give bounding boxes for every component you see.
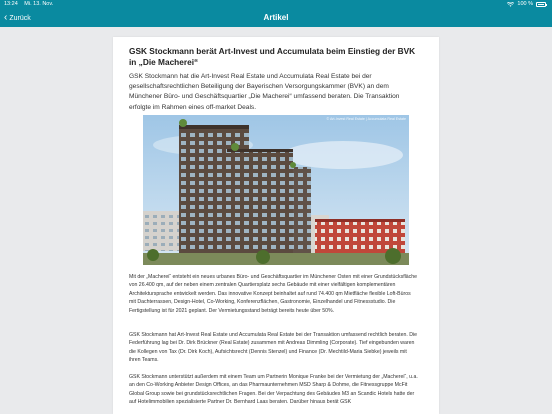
- battery-icon: [536, 2, 546, 7]
- article-paragraph: Mit der „Macherei“ entsteht ein neues urbanes Büro- und Geschäftsquartier im Münchener Osten mit einer Grundstücksfläche von 26.400 qm, auf der neben einem zentralen Quartiersplatz sechs Gebäude mit einer vielfältigen komplementären Architektursprache entwickelt werden. Das innovative Konzept beinhaltet auf rund 74.400 qm Mietfläche flexible Loft-Büros mit Dachterrassen, Design-Hotel, Co-Working, Konferenzflächen, Gastronomie, Einzelhandel und Fitnessstudio. Die Fertigstellung ist für 2021 geplant. Der Vermietungsstand beträgt bereits heute über 50%.: [129, 274, 418, 314]
- page-title: Artikel: [263, 13, 289, 22]
- status-bar: [0, 0, 552, 9]
- battery-percent: 100 %: [517, 1, 533, 7]
- article-card: [113, 37, 439, 414]
- chevron-left-icon: ‹: [4, 12, 8, 23]
- status-right: [507, 0, 546, 9]
- article-lead: GSK Stockmann hat die Art-Invest Real Estate und Accumulata Real Estate bei der gesellschaftsrechtlichen Beteiligung der Bayerischen Versorgungskammer (BVK) an dem Münchener Büro- und Geschäftsquartier „Die Macherei“ umfassend beraten. Die Transaktion erfolgte im Rahmen eines off-market Deals.: [129, 73, 400, 111]
- image-credit: © Art-Invest Real Estate | Accumulata Real Estate: [326, 117, 406, 121]
- navigation-bar: [0, 9, 552, 27]
- article-headline: GSK Stockmann berät Art-Invest und Accumulata beim Einstieg der BVK in „Die Macherei“: [129, 46, 416, 67]
- building-rendering: [143, 115, 409, 265]
- status-time: 13:24: [4, 1, 18, 7]
- article-image: [143, 115, 409, 265]
- status-date: Mi. 13. Nov.: [24, 1, 54, 7]
- status-left: [4, 0, 58, 9]
- article-paragraph: GSK Stockmann unterstützt außerdem mit einem Team um Partnerin Monique Franke bei der Vermietung der „Macherei“, u.a. an den Co-Working Anbieter Design Offices, an das Pharmaunternehmen MSD Sharp & Dohme, die Fitnessgruppe McFit Global Group sowie bei grundstücksrechtlichen Fragen. Bei der Verpachtung des Gebäudes M3 an Scandic Hotels hatte der auf Hotelimmobilien spezialisierte Partner Dr. Bernhard Laas beraten. Darüber hinaus berät GSK: [129, 374, 418, 406]
- article-paragraph: GSK Stockmann hat Art-Invest Real Estate und Accumulata Real Estate bei der Transaktion umfassend rechtlich beraten. Die Federführung lag bei Dr. Dirk Brückner (Real Estate) zusammen mit Andreas Dimmling (Corporate). Tief eingebunden waren die Kollegen von Tax (Dr. Dirk Koch), Aufsichtsrecht (Dennis Stenzel) und Finance (Dr. Mechtild-Maria Siebke) jeweils mit ihren Teams.: [129, 332, 418, 364]
- back-label: Zurück: [9, 14, 31, 22]
- wifi-icon: [507, 2, 514, 7]
